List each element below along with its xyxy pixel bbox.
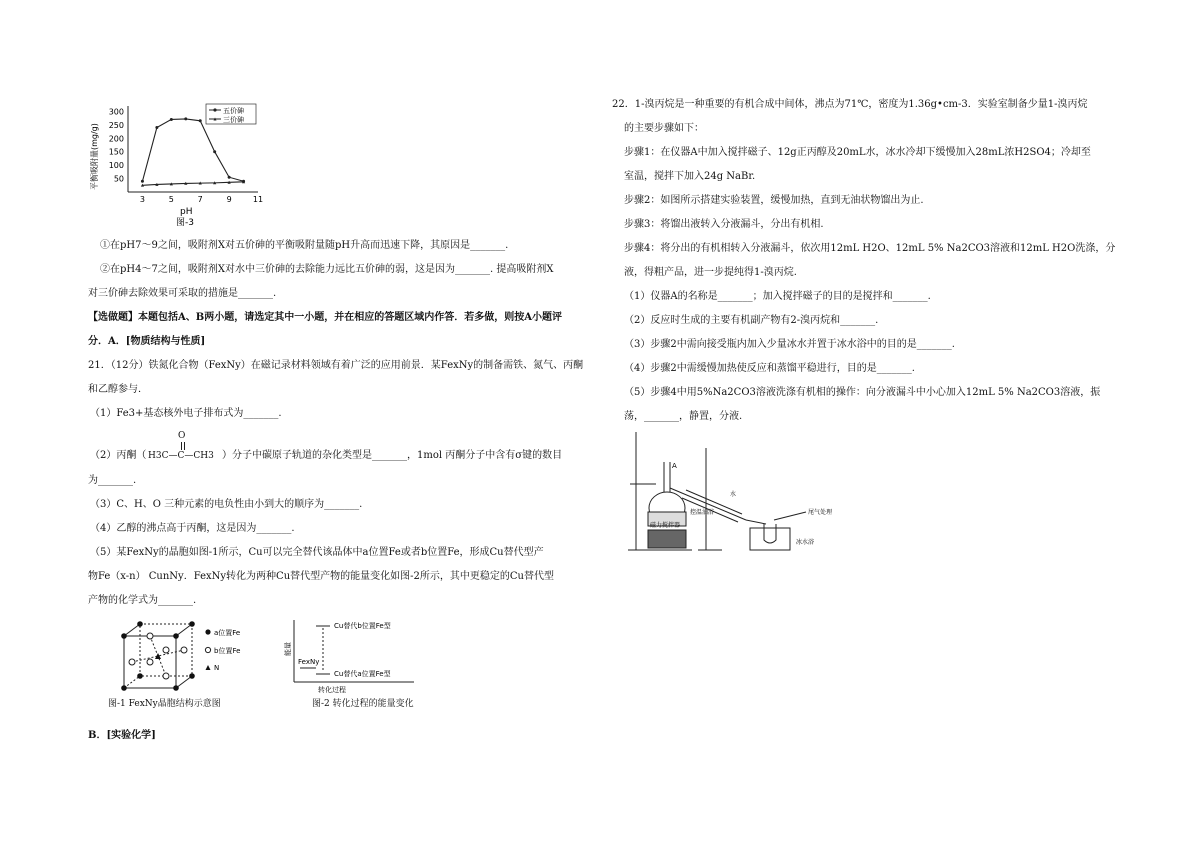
fig3-ytick-5: 50 bbox=[113, 174, 124, 184]
fig3-point-0-0 bbox=[141, 180, 144, 183]
fig2-top-label: Cu替代b位置Fe型 bbox=[334, 622, 391, 630]
fig1-legend-a: a位置Fe bbox=[214, 629, 241, 637]
fig1-unit-cell bbox=[118, 620, 258, 698]
fig3-ytick-3: 150 bbox=[108, 147, 124, 157]
fig3-xtick-0: 3 bbox=[139, 195, 145, 204]
apparatus-label-stir: 磁力搅拌器 bbox=[650, 522, 681, 529]
fig3-xtick-3: 9 bbox=[226, 195, 232, 204]
q21-part5c: 产物的化学式为_______. bbox=[88, 595, 197, 606]
fig3-point-0-3 bbox=[184, 117, 187, 120]
fig2-caption: 图-2 转化过程的能量变化 bbox=[312, 699, 414, 709]
fig3-ytick-0: 300 bbox=[108, 107, 124, 117]
q22-part1: （1）仪器A的名称是_______；加入搅拌磁子的目的是搅拌和_______. bbox=[624, 291, 931, 302]
fig3-point-0-2 bbox=[170, 118, 173, 121]
elective-note: 【选做题】本题包括A、B两小题，请选定其中一小题，并在相应的答题区域内作答．若多做，则按A小题评 bbox=[88, 312, 562, 323]
fig3-point-0-1 bbox=[155, 126, 158, 129]
q21-part2c: 为_______. bbox=[88, 475, 137, 486]
fig3-xtick-2: 7 bbox=[197, 195, 203, 204]
fig2-mid-label: FexNy bbox=[298, 658, 320, 666]
fig1-legend-n: N bbox=[214, 664, 220, 672]
fig3-ytick-4: 100 bbox=[108, 161, 124, 171]
q20-sub2a: ②在pH4～7之间，吸附剂X对水中三价砷的去除能力远比五价砷的弱，这是因为_______. 提高吸附剂X bbox=[100, 264, 554, 275]
apparatus-label-a: A bbox=[672, 462, 677, 470]
q21-part5b: 物Fe（x-n） CunNy．FexNy转化为两种Cu替代型产物的能量变化如图-2所示，其中更稳定的Cu替代型 bbox=[88, 571, 554, 582]
q20-sub1: ①在pH7～9之间，吸附剂X对五价砷的平衡吸附量随pH升高而迅速下降，其原因是_______. bbox=[100, 240, 509, 251]
apparatus-label-gas: 尾气处理 bbox=[808, 509, 833, 516]
part-b-heading: B．[实验化学] bbox=[88, 730, 156, 741]
q22-part2: （2）反应时生成的主要有机副产物有2-溴丙烷和_______. bbox=[624, 315, 879, 326]
fig3-legend-0: 五价砷 bbox=[223, 107, 244, 115]
acetone-formula: H3C—C—CH3 bbox=[148, 451, 214, 461]
q22-part4: （4）步骤2中需缓慢加热使反应和蒸馏平稳进行，目的是_______. bbox=[624, 363, 915, 374]
acetone-o: O bbox=[178, 431, 186, 441]
q22-stem: 22．1-溴丙烷是一种重要的有机合成中间体，沸点为71℃，密度为1.36g•cm-3．实验室制备少量1-溴丙烷 bbox=[612, 99, 1088, 110]
distillation-apparatus bbox=[626, 428, 836, 558]
q21-part1: （1）Fe3+基态核外电子排布式为_______. bbox=[90, 408, 282, 419]
q22-part5b: 荡，_______，静置，分液. bbox=[624, 411, 743, 422]
q22-part3: （3）步骤2中需向接受瓶内加入少量冰水并置于冰水浴中的目的是_______. bbox=[624, 339, 955, 350]
fig3-xtick-4: 11 bbox=[252, 195, 264, 204]
elective-note-b: 分．A．[物质结构与性质] bbox=[88, 336, 206, 347]
q21-stem: 21．（12分）铁氮化合物（FexNy）在磁记录材料领域有着广泛的应用前景．某FexNy的制备需铁、氮气、丙酮 bbox=[88, 360, 584, 371]
fig1-legend-b: b位置Fe bbox=[214, 647, 241, 655]
fig3-ytick-2: 200 bbox=[108, 134, 124, 144]
fig2-energy-diagram bbox=[282, 616, 422, 696]
q21-part3: （3）C、H、O 三种元素的电负性由小到大的顺序为_______. bbox=[90, 499, 363, 510]
fig3-ylabel: 平衡吸附量(mg/g) bbox=[90, 123, 99, 190]
q21-part5a: （5）某FexNy的晶胞如图-1所示，Cu可以完全替代该晶体中a位置Fe或者b位置Fe，形成Cu替代型产 bbox=[90, 547, 544, 558]
step2: 步骤2：如图所示搭建实验装置，缓慢加热，直到无油状物馏出为止. bbox=[624, 195, 924, 206]
fig2-xlabel: 转化过程 bbox=[318, 686, 346, 694]
q21-part4: （4）乙醇的沸点高于丙酮，这是因为_______. bbox=[90, 523, 295, 534]
q20-sub2b: 对三价砷去除效果可采取的措施是_______. bbox=[88, 288, 277, 299]
acetone-double-bond bbox=[181, 442, 185, 450]
step1b: 室温，搅拌下加入24g NaBr. bbox=[624, 171, 756, 182]
fig3-xlabel: pH bbox=[180, 207, 193, 217]
step1a: 步骤1：在仪器A中加入搅拌磁子、12g正丙醇及20mL水，冰水冷却下缓慢加入28mL浓H2SO4；冷却至 bbox=[624, 147, 1091, 158]
fig3-xtick-1: 5 bbox=[168, 195, 174, 204]
fig1-caption: 图-1 FexNy晶胞结构示意图 bbox=[108, 699, 221, 709]
fig3-ytick-1: 250 bbox=[108, 120, 124, 130]
q22-stem-b: 的主要步骤如下： bbox=[624, 123, 704, 134]
q21-part2a: （2）丙酮（ bbox=[90, 450, 147, 461]
fig3-chart bbox=[88, 98, 264, 230]
fig2-ylabel: 能量 bbox=[284, 642, 292, 656]
fig3-caption: 图-3 bbox=[176, 218, 194, 228]
fig3-point-0-5 bbox=[213, 150, 216, 153]
fig3-legend-1: 三价砷 bbox=[223, 116, 244, 124]
fig2-bottom-label: Cu替代a位置Fe型 bbox=[334, 670, 391, 678]
q21-part2b: ）分子中碳原子轨道的杂化类型是_______，1mol 丙酮分子中含有σ键的数目 bbox=[222, 450, 563, 461]
apparatus-label-ice: 冰水浴 bbox=[796, 539, 815, 546]
q21-stem-b: 和乙醇参与． bbox=[88, 384, 148, 395]
fig3-point-0-4 bbox=[199, 119, 202, 122]
step4b: 液，得粗产品，进一步提纯得1-溴丙烷. bbox=[624, 267, 797, 278]
apparatus-label-water: 水 bbox=[730, 491, 737, 498]
apparatus-label-heat: 控温油浴 bbox=[690, 509, 715, 516]
fig3-point-0-6 bbox=[228, 176, 231, 179]
q22-part5a: （5）步骤4中用5%Na2CO3溶液洗涤有机相的操作：向分液漏斗中小心加入12mL 5% Na2CO3溶液，振 bbox=[624, 387, 1101, 398]
step3: 步骤3：将馏出液转入分液漏斗，分出有机相. bbox=[624, 219, 824, 230]
step4a: 步骤4：将分出的有机相转入分液漏斗，依次用12mL H2O、12mL 5% Na2CO3溶液和12mL H2O洗涤，分 bbox=[624, 243, 1116, 254]
